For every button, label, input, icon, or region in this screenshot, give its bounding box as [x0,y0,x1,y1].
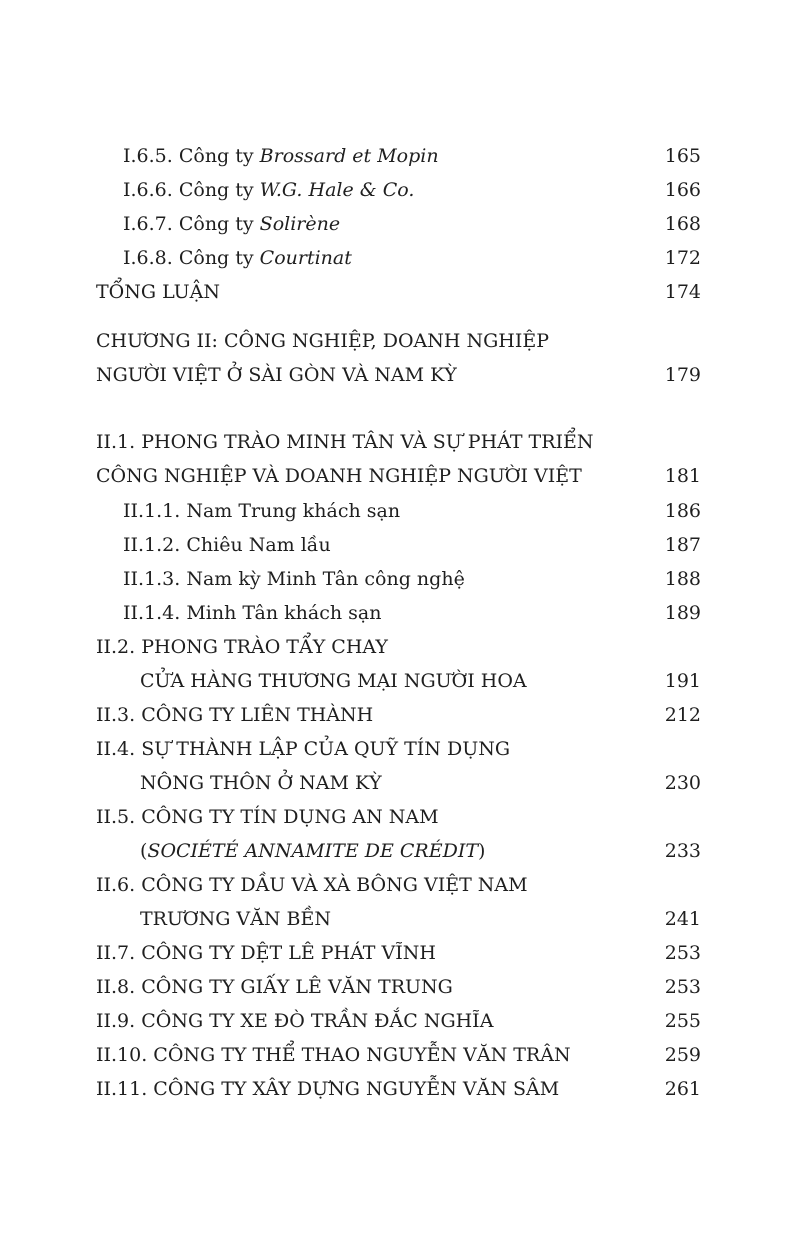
page-number: 233 [664,840,701,862]
toc-entry [0,1073,800,1105]
toc-entry [0,276,800,308]
section-title: TRƯƠNG VĂN BỀN [140,908,331,930]
section-title: II.11. CÔNG TY XÂY DỰNG NGUYỄN VĂN SÂM [96,1078,560,1100]
toc-entry-title: I.6.7. Công ty Solirène [123,213,341,235]
page-number: 261 [664,1078,701,1100]
page-number: 166 [664,179,701,201]
toc-entry [0,140,800,172]
page-number: 253 [664,942,701,964]
page-number: 181 [664,465,701,487]
subsection-title: II.1.1. Nam Trung khách sạn [123,500,401,522]
subsection-title: II.1.2. Chiêu Nam lầu [123,534,331,556]
toc-entry [0,699,800,731]
toc-entry [0,767,800,799]
section-title: (SOCIÉTÉ ANNAMITE DE CRÉDIT) [140,840,486,862]
section-title: II.6. CÔNG TY DẦU VÀ XÀ BÔNG VIỆT NAM [96,874,528,896]
french-name-italic: SOCIÉTÉ ANNAMITE DE CRÉDIT [147,840,479,862]
page-number: 172 [664,247,701,269]
page-number: 230 [664,772,701,794]
section-title: CÔNG NGHIỆP VÀ DOANH NGHIỆP NGƯỜI VIỆT [96,465,582,487]
page-number: 253 [664,976,701,998]
toc-entry [0,937,800,969]
section-title: II.4. SỰ THÀNH LẬP CỦA QUỸ TÍN DỤNG [96,738,511,760]
toc-entry [0,174,800,206]
section-title: II.10. CÔNG TY THỂ THAO NGUYỄN VĂN TRÂN [96,1044,571,1066]
page-number: 191 [664,670,701,692]
section-title: II.8. CÔNG TY GIẤY LÊ VĂN TRUNG [96,976,453,998]
toc-entry [0,460,800,492]
section-title: II.9. CÔNG TY XE ĐÒ TRẦN ĐẮC NGHĨA [96,1010,494,1032]
toc-entry [0,801,800,833]
page-number: 241 [664,908,701,930]
toc-entry [0,208,800,240]
section-title: II.1. PHONG TRÀO MINH TÂN VÀ SỰ PHÁT TRIỂN [96,431,594,453]
toc-entry [0,242,800,274]
section-title: CỬA HÀNG THƯƠNG MẠI NGƯỜI HOA [140,670,527,692]
toc-entry-title: I.6.8. Công ty Courtinat [123,247,352,269]
toc-entry [0,1039,800,1071]
toc-entry [0,733,800,765]
chapter-title: NGƯỜI VIỆT Ở SÀI GÒN VÀ NAM KỲ [96,364,457,386]
toc-entry-title: I.6.6. Công ty W.G. Hale & Co. [123,179,415,201]
toc-entry-title: I.6.5. Công ty Brossard et Mopin [123,145,439,167]
page-number: 168 [664,213,701,235]
toc-entry-title: TỔNG LUẬN [96,281,221,303]
company-name-italic: W.G. Hale & Co. [259,179,415,201]
subsection-title: II.1.3. Nam kỳ Minh Tân công nghệ [123,568,465,590]
section-title: II.2. PHONG TRÀO TẨY CHAY [96,636,388,658]
chapter-title: CHƯƠNG II: CÔNG NGHIỆP, DOANH NGHIỆP [96,330,550,352]
toc-entry [0,835,800,867]
toc-entry [0,971,800,1003]
page-number: 188 [664,568,701,590]
section-title: II.3. CÔNG TY LIÊN THÀNH [96,704,374,726]
section-title: II.5. CÔNG TY TÍN DỤNG AN NAM [96,806,439,828]
toc-entry [0,495,800,527]
page-number: 259 [664,1044,701,1066]
toc-entry [0,1005,800,1037]
page-number: 186 [664,500,701,522]
page-number: 174 [664,281,701,303]
toc-entry [0,869,800,901]
section-title: II.7. CÔNG TY DỆT LÊ PHÁT VĨNH [96,942,436,964]
section-title: NÔNG THÔN Ở NAM KỲ [140,772,382,794]
toc-entry [0,325,800,357]
toc-entry [0,631,800,663]
company-name-italic: Solirène [259,213,341,235]
page-number: 212 [664,704,701,726]
page-number: 255 [664,1010,701,1032]
toc-entry [0,903,800,935]
company-name-italic: Brossard et Mopin [259,145,439,167]
toc-entry [0,426,800,458]
company-name-italic: Courtinat [259,247,352,269]
page-number: 187 [664,534,701,556]
toc-entry [0,597,800,629]
toc-entry [0,529,800,561]
page-number: 189 [664,602,701,624]
toc-entry [0,665,800,697]
toc-entry [0,563,800,595]
page-number: 165 [664,145,701,167]
page-number: 179 [664,364,701,386]
toc-entry [0,359,800,391]
subsection-title: II.1.4. Minh Tân khách sạn [123,602,382,624]
